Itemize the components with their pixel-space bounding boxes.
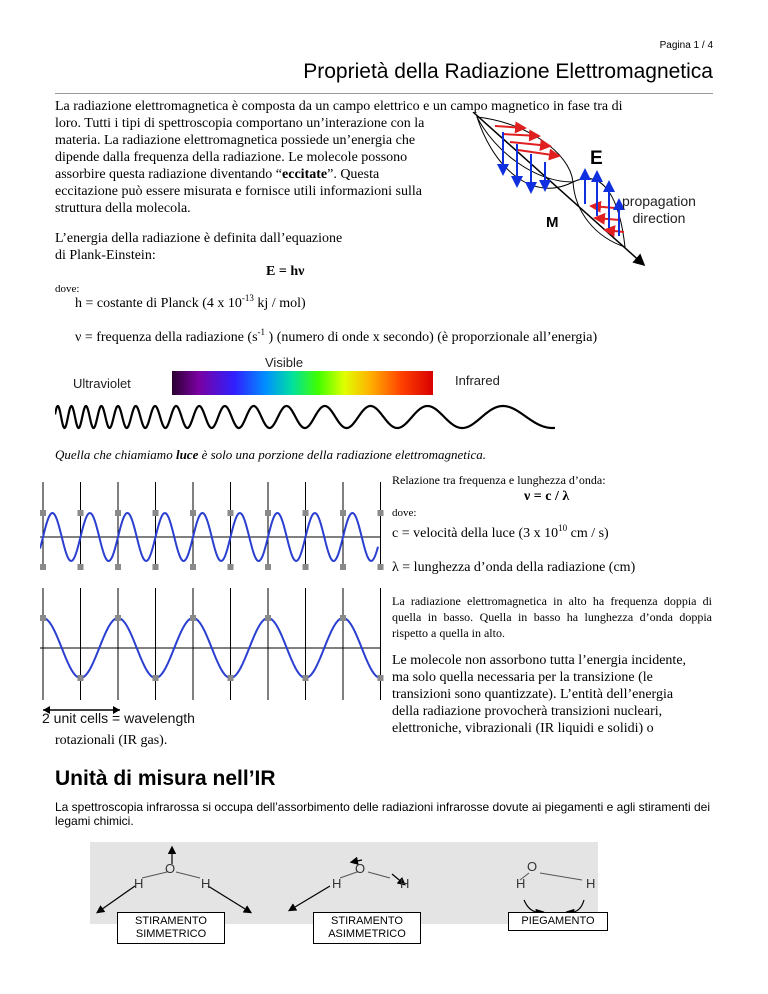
equation-frequency-wavelength: ν = c / λ <box>524 489 570 504</box>
title-divider <box>55 93 713 94</box>
planck-constant-definition: h = costante di Planck (4 x $10^{-13}$ kj / mol) <box>75 293 306 311</box>
intro-line: La radiazione elettromagnetica è composta da un campo elettrico e un campo magnetico in fase tra di <box>55 99 623 114</box>
wave-top-node <box>40 564 46 570</box>
wave-top-node <box>78 564 84 570</box>
mode-asymmetric-stretch-label: STIRAMENTO ASIMMETRICO <box>313 912 421 944</box>
wave-bottom-node <box>228 675 234 681</box>
intro-line: loro. Tutti i tipi di spettroscopia comportano un’interazione con la <box>55 116 425 131</box>
atom-h-3b: H <box>586 876 596 891</box>
atom-h-2b: H <box>400 876 410 891</box>
wave-bottom-node <box>40 615 46 621</box>
light-caption: Quella che chiamiamo luce è solo una porzione della radiazione elettromagnetica. <box>55 447 486 462</box>
intro-line: materia. La radiazione elettromagnetica possiede un’energia che <box>55 133 416 148</box>
wave-top-node <box>265 564 271 570</box>
wave-bottom-node <box>115 615 121 621</box>
infrared-label: Infrared <box>455 373 500 388</box>
wave-top-node <box>115 564 121 570</box>
wavelength-label: 2 unit cells = wavelength <box>42 710 195 726</box>
energy-intro: L’energia della radiazione è definita dall’equazione di Plank-Einstein: <box>55 231 343 263</box>
intro-line: eccitazione può essere misurata e fornisce utili informazioni sulla <box>55 184 422 199</box>
wave-top-node <box>190 510 196 516</box>
magnetic-field-label: M <box>546 214 559 231</box>
wave-top-node <box>228 564 234 570</box>
frequency-definition: ν = frequenza della radiazione ($s^{-1}$ ) (numero di onde x secondo) (è proporzionale all’energia) <box>75 327 598 345</box>
wave-top-node <box>78 510 84 516</box>
electric-field-label: E <box>590 148 603 169</box>
wave-top-node <box>115 510 121 516</box>
wave-bottom-node <box>378 675 384 681</box>
wave-top-node <box>265 510 271 516</box>
atom-h-1b: H <box>201 876 211 891</box>
wave-bottom-node <box>265 615 271 621</box>
wave-top-node <box>153 510 159 516</box>
propagation-direction-label: propagation direction <box>622 193 696 226</box>
page-title: Proprietà della Radiazione Elettromagnetica <box>303 60 713 83</box>
dove-label-2: dove: <box>392 507 417 519</box>
atom-h-1a: H <box>134 876 144 891</box>
wave-top-node <box>303 564 309 570</box>
wave-bottom-node <box>190 615 196 621</box>
intro-line: struttura della molecola. <box>55 201 191 216</box>
wave-bottom-node <box>153 675 159 681</box>
wave-note: La radiazione elettromagnetica in alto ha frequenza doppia di quella in basso. Quella in basso ha lunghezza d’onda doppia rispetto a quella in alto. <box>392 594 712 640</box>
wave-bottom-node <box>78 675 84 681</box>
visible-label: Visible <box>265 355 304 370</box>
atom-o-2: O <box>355 861 366 876</box>
wave-top-node <box>378 564 384 570</box>
wave-top-node <box>340 564 346 570</box>
dove-label: dove: <box>55 283 80 295</box>
wave-bottom-node <box>303 675 309 681</box>
wave-top-node <box>153 564 159 570</box>
ir-description: La spettroscopia infrarossa si occupa dell’assorbimento delle radiazioni infrarosse dovute ai piegamenti e agli stiramenti dei legami chimici. <box>55 800 711 828</box>
transition-last-line: rotazionali (IR gas). <box>55 733 168 748</box>
intro-line: dipende dalla frequenza della radiazione. Le molecole possono <box>55 150 408 165</box>
wave-top-node <box>228 510 234 516</box>
wave-top-node <box>40 510 46 516</box>
intro-line: assorbire questa radiazione diventando “eccitate”. Questa <box>55 167 380 182</box>
mode-symmetric-stretch-label: STIRAMENTO SIMMETRICO <box>117 912 225 944</box>
wave-top-node <box>340 510 346 516</box>
wave-comparison-figure <box>40 480 385 740</box>
wave-bottom-node <box>340 615 346 621</box>
relation-title: Relazione tra frequenza e lunghezza d’onda: <box>392 473 606 487</box>
visible-spectrum-bar <box>172 371 433 395</box>
mode-bending-label: PIEGAMENTO <box>508 912 608 931</box>
wavelength-definition: λ = lunghezza d’onda della radiazione (cm) <box>392 560 636 575</box>
speed-of-light-definition: c = velocità della luce (3 x $10^{10}$ cm / s) <box>392 523 609 541</box>
atom-o-1: O <box>165 861 176 876</box>
ir-heading: Unità di misura nell’IR <box>55 767 276 790</box>
transition-paragraph: Le molecole non assorbono tutta l’energia incidente, ma solo quella necessaria per la transizione (le transizioni sono quantizzate). L’entità dell’energia della radiazione provocherà transizioni nucleari, elettroniche, vibrazionali (IR liquidi e solidi) o <box>392 653 687 736</box>
atom-o-3: O <box>527 859 538 874</box>
wave-top-node <box>303 510 309 516</box>
equation-planck-einstein: E = hν <box>266 264 305 279</box>
atom-h-2a: H <box>332 876 342 891</box>
page-number: Pagina 1 / 4 <box>659 40 713 51</box>
excited-term: eccitate <box>282 167 328 182</box>
wave-top-node <box>378 510 384 516</box>
chirp-wave <box>55 402 555 432</box>
atom-h-3a: H <box>516 876 526 891</box>
wave-top-node <box>190 564 196 570</box>
ultraviolet-label: Ultraviolet <box>73 376 131 391</box>
em-wave-illustration <box>455 112 725 270</box>
